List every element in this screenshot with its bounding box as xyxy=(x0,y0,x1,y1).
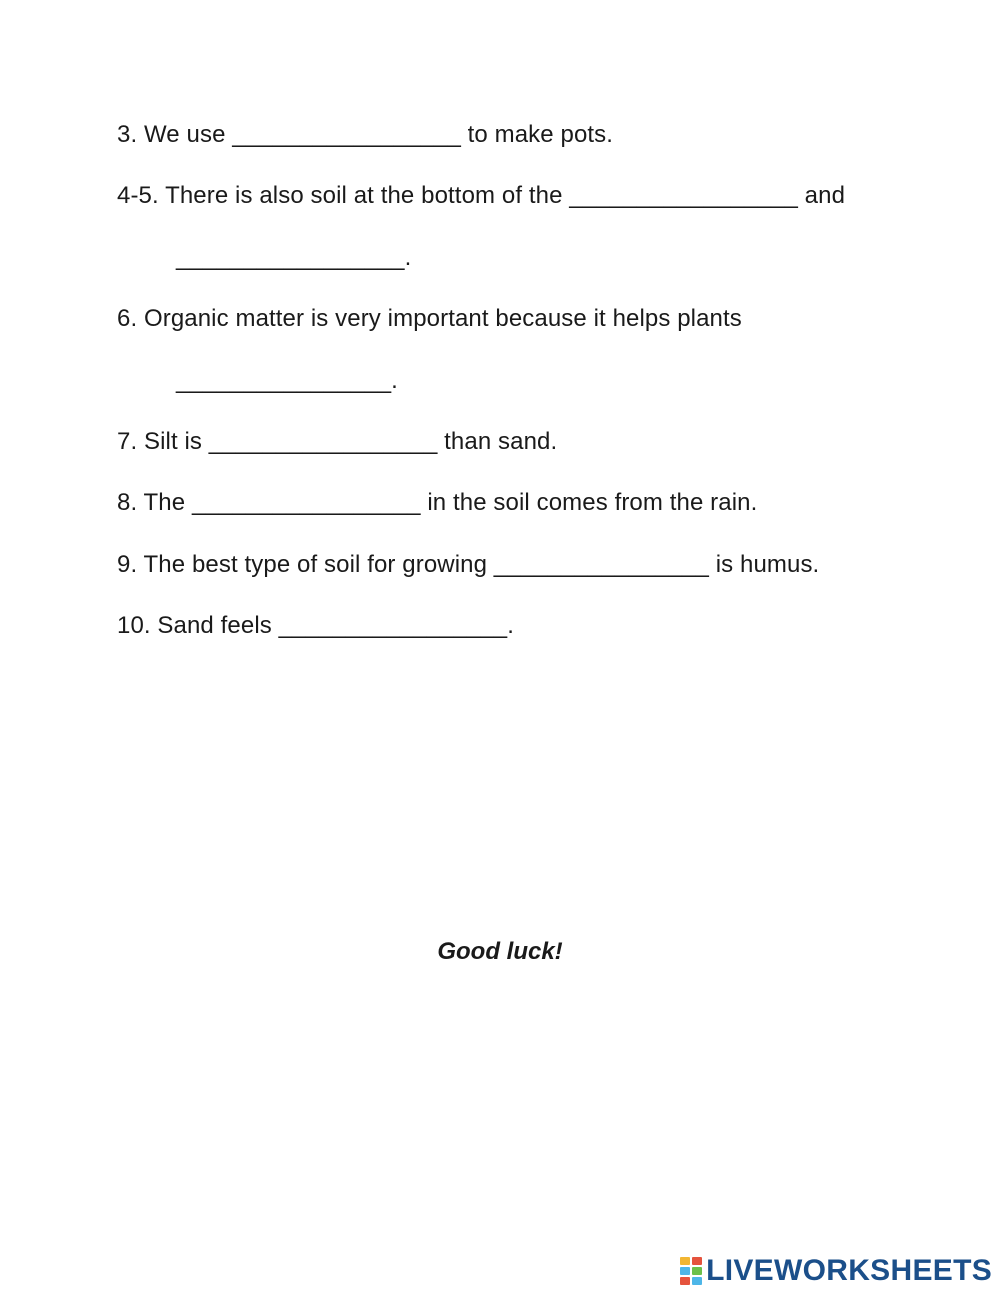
liveworksheets-logo-icon xyxy=(680,1257,702,1285)
logo-block xyxy=(692,1257,702,1265)
logo-block xyxy=(680,1267,690,1275)
question-6: 6. Organic matter is very important because it helps plants xyxy=(117,305,742,332)
question-9: 9. The best type of soil for growing ________________ is humus. xyxy=(117,551,820,578)
question-4-5: 4-5. There is also soil at the bottom of the _________________ and xyxy=(117,182,846,209)
logo-block xyxy=(692,1267,702,1275)
logo-block xyxy=(680,1257,690,1265)
question-4-5-continuation: _________________. xyxy=(176,244,412,271)
question-7: 7. Silt is _________________ than sand. xyxy=(117,428,558,455)
question-8: 8. The _________________ in the soil comes from the rain. xyxy=(117,489,758,516)
closing-message: Good luck! xyxy=(437,938,563,965)
liveworksheets-brand[interactable] xyxy=(680,1255,992,1287)
question-10: 10. Sand feels _________________. xyxy=(117,612,514,639)
logo-block xyxy=(692,1277,702,1285)
brand-name: LIVEWORKSHEETS xyxy=(706,1254,992,1287)
logo-block xyxy=(680,1277,690,1285)
question-6-continuation: ________________. xyxy=(176,367,398,394)
question-3: 3. We use _________________ to make pots. xyxy=(117,121,614,148)
